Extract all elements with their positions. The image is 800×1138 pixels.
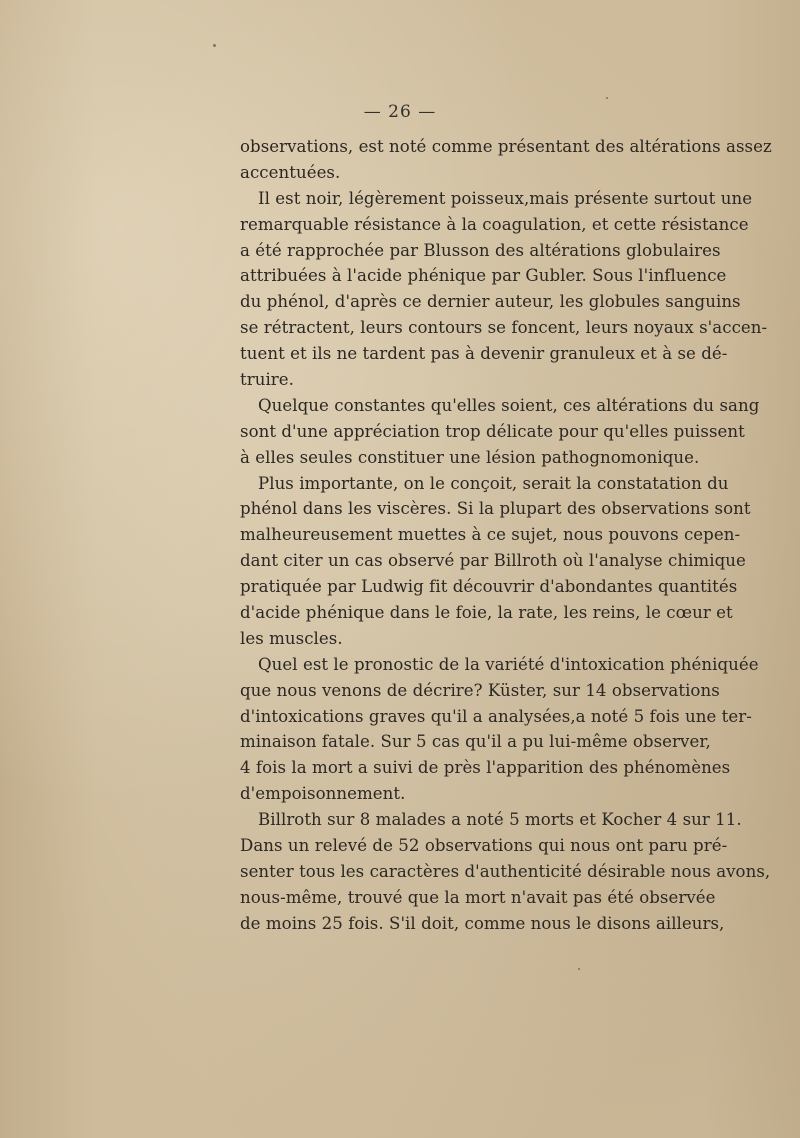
text-line: Quelque constantes qu'elles soient, ces altérations du sang [258, 395, 760, 415]
paper-speck [606, 97, 608, 99]
text-line: remarquable résistance à la coagulation, et cette résistance [240, 214, 749, 234]
text-line: Quel est le pronostic de la variété d'intoxication phéniquée [258, 654, 759, 674]
text-line: de moins 25 fois. S'il doit, comme nous le disons ailleurs, [240, 913, 725, 933]
text-line: nous-même, trouvé que la mort n'avait pas été observée [240, 887, 716, 907]
text-line: tuent et ils ne tardent pas à devenir granuleux et à se dé- [240, 344, 728, 364]
text-line: senter tous les caractères d'authenticité désirable nous avons, [240, 861, 771, 881]
text-line: a été rapprochée par Blusson des altérations globulaires [240, 240, 721, 260]
text-line: dant citer un cas observé par Billroth où l'analyse chimique [240, 551, 746, 571]
text-line: sont d'une appréciation trop délicate pour qu'elles puissent [240, 421, 745, 441]
page-number: — 26 — [363, 102, 437, 122]
text-line: à elles seules constituer une lésion pathognomonique. [240, 447, 700, 467]
body-text [240, 134, 772, 937]
text-line: attribuées à l'acide phénique par Gubler. Sous l'influence [240, 266, 727, 286]
text-line: se rétractent, leurs contours se foncent, leurs noyaux s'accen- [240, 318, 768, 338]
paper-speck [213, 44, 216, 47]
text-line: pratiquée par Ludwig fit découvrir d'abondantes quantités [240, 577, 738, 597]
text-line: Plus importante, on le conçoit, serait la constatation du [258, 473, 729, 493]
text-line: minaison fatale. Sur 5 cas qu'il a pu lui-même observer, [240, 732, 711, 752]
text-line: 4 fois la mort a suivi de près l'apparition des phénomènes [240, 758, 731, 778]
text-line: Il est noir, légèrement poisseux,mais présente surtout une [258, 188, 753, 208]
text-line: observations, est noté comme présentant des altérations assez [240, 137, 772, 156]
text-line: accentuées. [240, 162, 341, 182]
text-line: Dans un relevé de 52 observations qui nous ont paru pré- [240, 836, 728, 856]
text-line: truire. [240, 370, 294, 390]
text-line: d'empoisonnement. [240, 784, 406, 804]
text-line: du phénol, d'après ce dernier auteur, les globules sanguins [240, 292, 741, 312]
text-line: Billroth sur 8 malades a noté 5 morts et Kocher 4 sur 11. [258, 810, 742, 830]
text-line: les muscles. [240, 628, 343, 648]
text-line: d'acide phénique dans le foie, la rate, les reins, le cœur et [240, 603, 733, 623]
paper-speck [578, 968, 580, 970]
text-line: d'intoxications graves qu'il a analysées,a noté 5 fois une ter- [240, 706, 752, 726]
text-line: que nous venons de décrire? Küster, sur 14 observations [240, 680, 720, 700]
text-line: malheureusement muettes à ce sujet, nous pouvons cepen- [240, 525, 741, 545]
text-line: phénol dans les viscères. Si la plupart des observations sont [240, 499, 751, 519]
